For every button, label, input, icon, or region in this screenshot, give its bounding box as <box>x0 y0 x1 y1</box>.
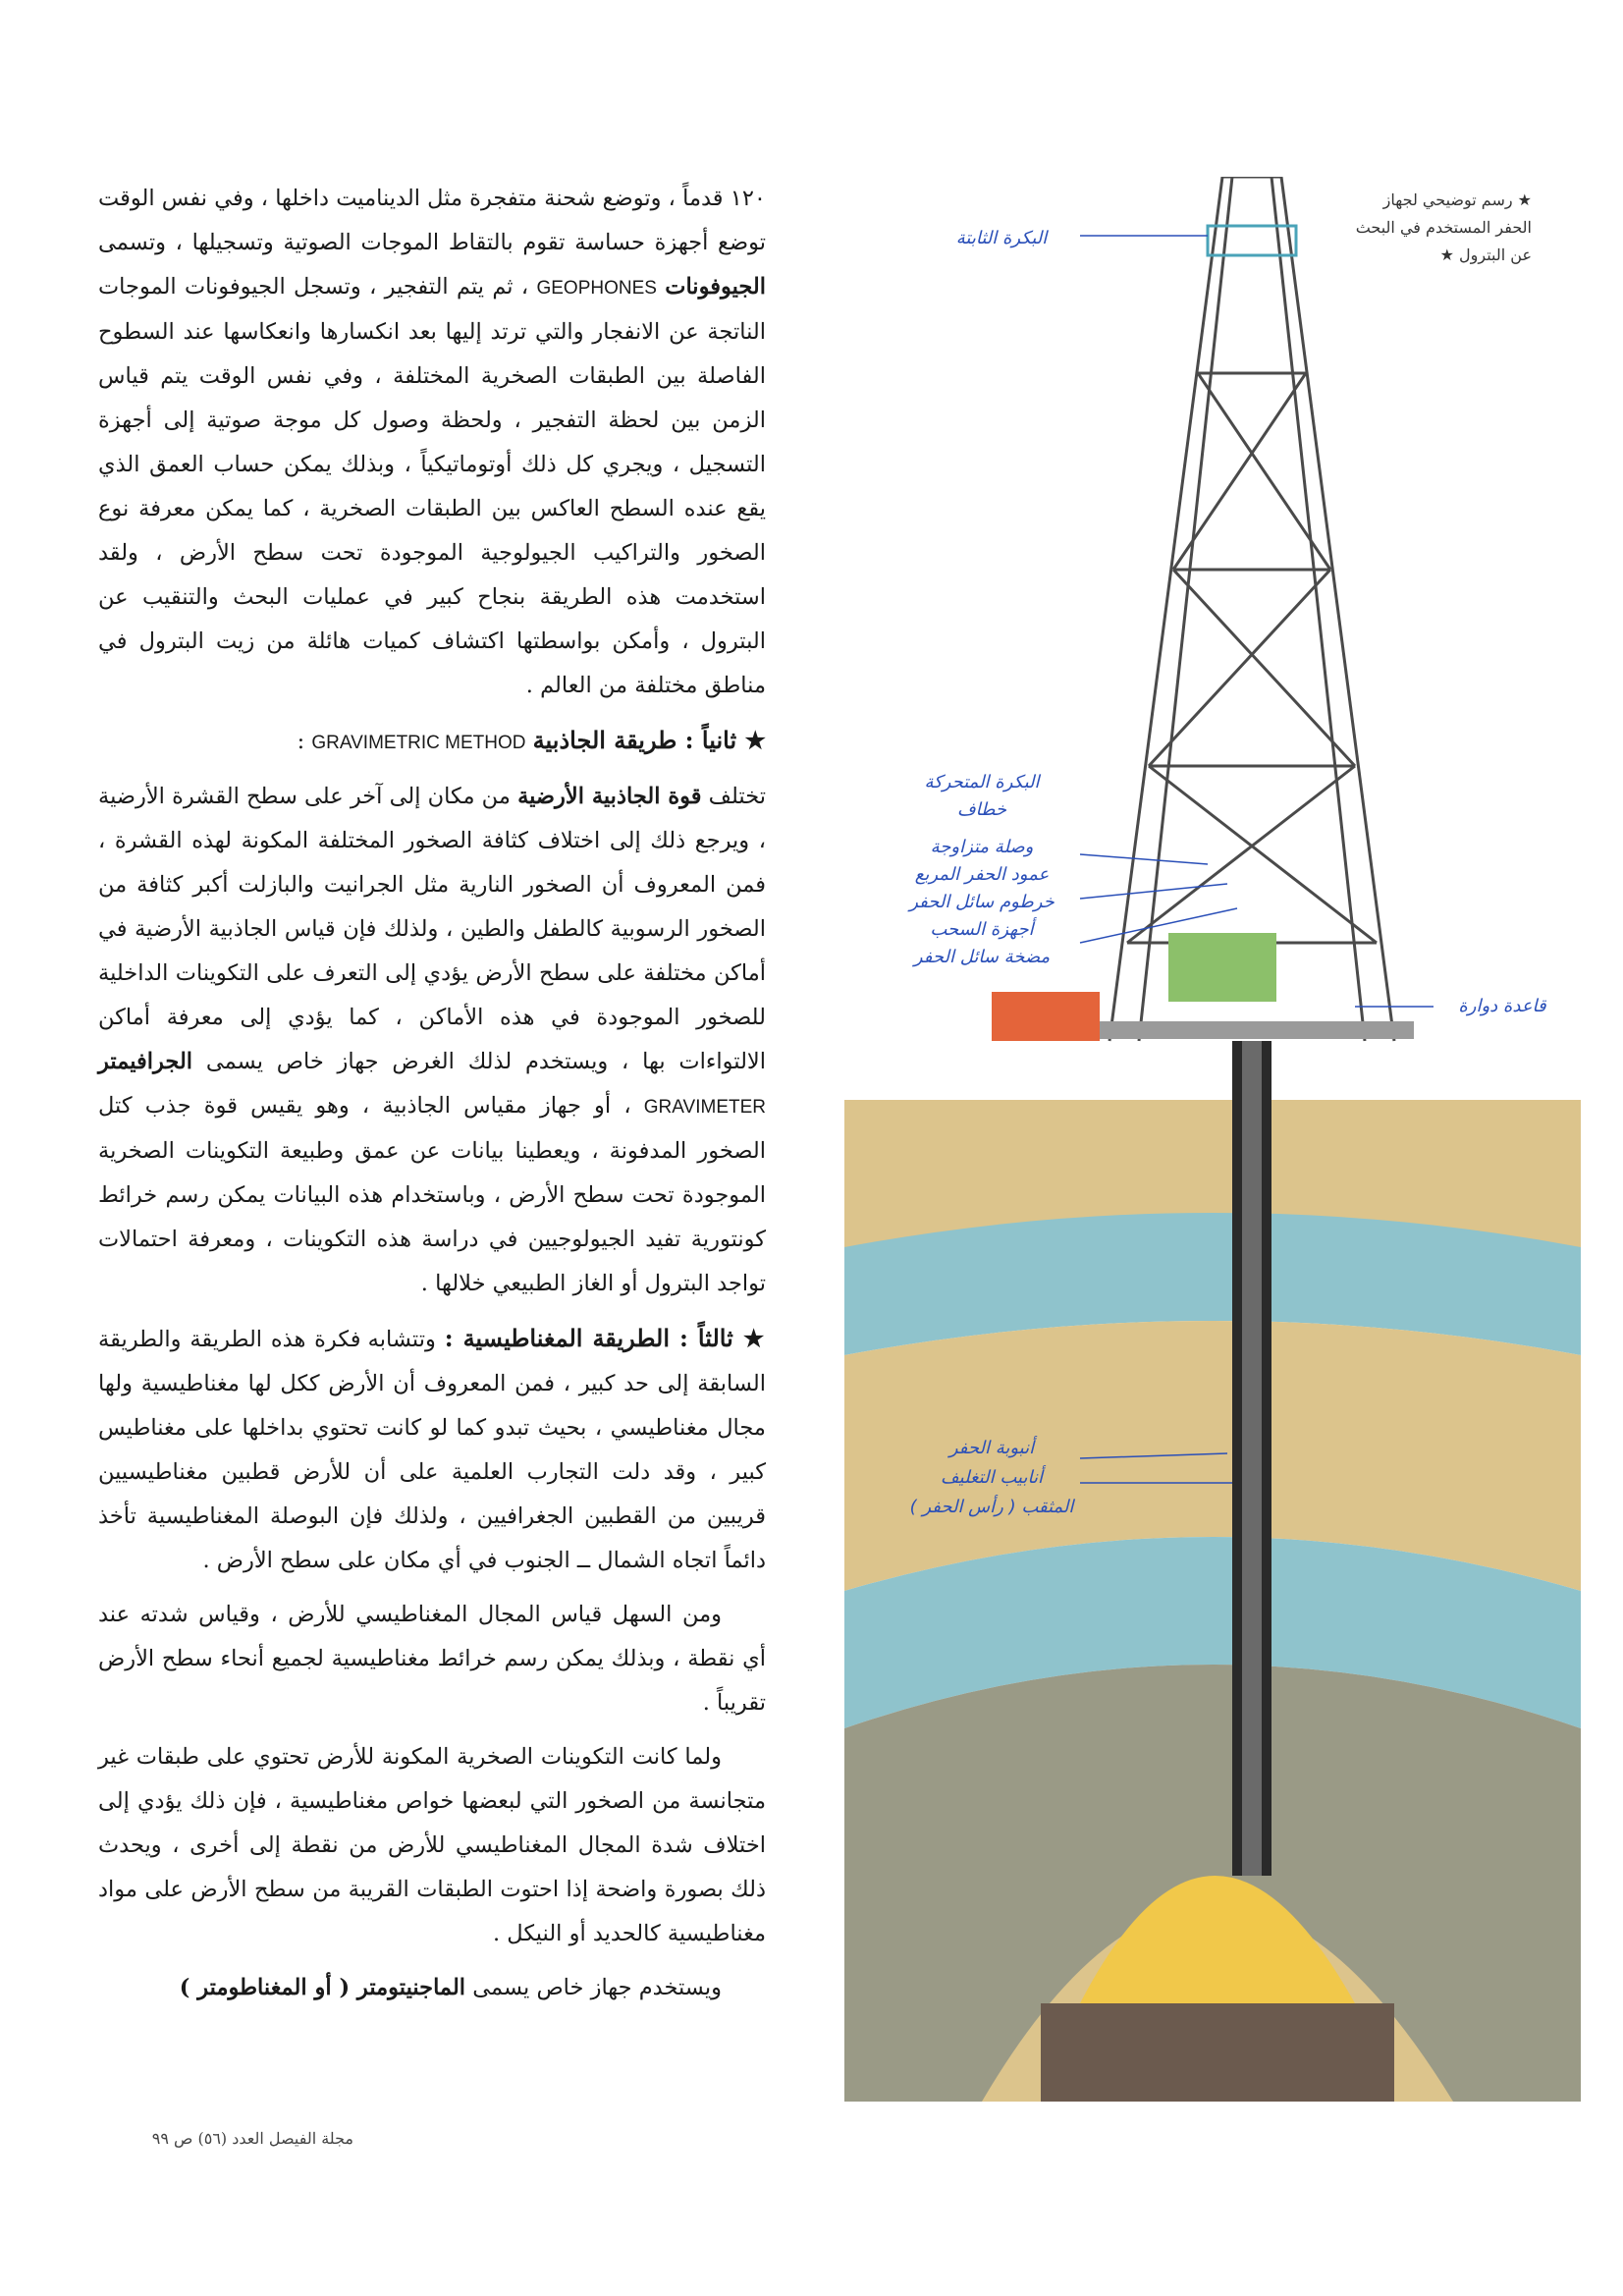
label-hook: خطاف <box>956 799 1007 820</box>
label-drill-bit: المثقب ( رأس الحفر ) <box>909 1497 1074 1517</box>
term-geophones: الجيوفونات <box>665 274 766 300</box>
paragraph-seismic: ١٢٠ قدماً ، وتوضع شحنة متفجرة مثل الديناميت داخلها ، وفي نفس الوقت توضع أجهزة حساسة تقوم بالتقاط الموجات الصوتية وتسجيلها ، وتسمى الجيوفونات GEOPHONES ، ثم يتم التفجير ، وتسجل الجيوفونات الموجات الناتجة عن الانفجار والتي ترتد إليها بعد انكسارها وانعكاسها عند السطوح الفاصلة بين الطبقات الصخرية المختلفة ، وفي نفس الوقت يتم قياس الزمن بين لحظة التفجير ، ولحظة وصول كل موجة صوتية إلى أجهزة التسجيل ، ويجري كل ذلك أوتوماتيكياً ، وبذلك يمكن حساب العمق الذي يقع عنده السطح العاكس بين الطبقات الصخرية ، كما يمكن معرفة نوع الصخور والتراكيب الجيولوجية الموجودة تحت سطح الأرض ، ولقد استخدمت هذه الطريقة بنجاح كبير في عمليات البحث والتنقيب عن البترول ، وأمكن بواسطتها اكتشاف كميات هائلة من زيت البترول في مناطق مختلفة من العالم . <box>98 186 766 698</box>
derrick-tower <box>1109 177 1394 1041</box>
mud-pump-box <box>1168 933 1276 1002</box>
heading-magnetic: ★ ثالثاً : الطريقة المغناطيسية : <box>444 1324 766 1352</box>
paragraph-gravimetric: تختلف قوة الجاذبية الأرضية من مكان إلى آخر على سطح القشرة الأرضية ، ويرجع ذلك إلى اختلاف كثافة الصخور المختلفة المكونة لهذه القشرة ، فمن المعروف أن الصخور النارية مثل الجرانيت والبازلت أكبر كثافة من الصخور الرسوبية كالطفل والطين ، ولذلك فإن قياس الجاذبية الأرضية في أماكن مختلفة على سطح الأرض يؤدي إلى التعرف على التكوينات الداخلية للصخور الموجودة في هذه الأماكن ، كما يؤدي إلى معرفة أماكن الالتواءات بها ، ويستخدم لذلك الغرض جهاز خاص يسمى الجرافيمتر GRAVIMETER ، أو جهاز مقياس الجاذبية ، وهو يقيس قوة جذب كتل الصخور المدفونة ، ويعطينا بيانات عن عمق وطبيعة التكوينات الصخرية الموجودة تحت سطح الأرض ، وباستخدام هذه البيانات يمكن رسم خرائط كونتورية تفيد الجيولوجيين في دراسة هذه التكوينات ، ومعرفة احتمالات تواجد البترول أو الغاز الطبيعي خلالها . <box>98 784 767 1296</box>
figure-caption: ★ رسم توضيحي لجهاز الحفر المستخدم في البحث عن البترول ★ <box>1355 191 1532 264</box>
drilling-rig-illustration <box>844 177 1591 2102</box>
platform-deck <box>1090 1021 1414 1039</box>
paragraph-magnetometer: ويستخدم جهاز خاص يسمى الماجنيتومتر ( أو المغناطومتر ) <box>179 1975 722 2000</box>
paragraph-magnetic-measure: ومن السهل قياس المجال المغناطيسي للأرض ، وقياس شدته عند أي نقطة ، وبذلك يمكن رسم خرائط مغناطيسية لجميع أنحاء سطح الأرض تقريباً . <box>98 1602 766 1716</box>
label-swivel: وصلة متزاوجة <box>930 837 1034 857</box>
label-casing: أنابيب التغليف <box>941 1467 1043 1488</box>
label-drill-pipe: أنبوبة الحفر <box>948 1438 1035 1458</box>
page-footer: مجلة الفيصل العدد (٥٦) ص ٩٩ <box>151 2129 353 2148</box>
label-traveling-block: البكرة المتحركة <box>924 772 1040 793</box>
label-kelly: عمود الحفر المربع <box>914 864 1050 885</box>
label-crown-block: البكرة الثابتة <box>955 228 1048 248</box>
article-text: ١٢٠ قدماً ، وتوضع شحنة متفجرة مثل الديناميت داخلها ، وفي نفس الوقت توضع أجهزة حساسة تقوم بالتقاط الموجات الصوتية وتسجيلها ، وتسمى الجيوفونات GEOPHONES ، ثم يتم التفجير ، وتسجل الجيوفونات الموجات الناتجة عن الانفجار والتي ترتد إليها بعد انكسارها وانعكاسها عند السطوح الفاصلة بين الطبقات الصخرية المختلفة ، وفي نفس الوقت يتم قياس الزمن بين لحظة التفجير ، ولحظة وصول كل موجة صوتية إلى أجهزة التسجيل ، ويجري كل ذلك أوتوماتيكياً ، وبذلك يمكن حساب العمق الذي يقع عنده السطح العاكس بين الطبقات الصخرية ، كما يمكن معرفة نوع الصخور والتراكيب الجيولوجية الموجودة تحت سطح الأرض ، ولقد استخدمت هذه الطريقة بنجاح كبير في عمليات البحث والتنقيب عن البترول ، وأمكن بواسطتها اكتشاف كميات هائلة من زيت البترول في مناطق مختلفة من العالم . ★ ثانياً : طريقة الجاذبية GRAVIMETRIC METHOD : تختلف قوة الجاذبية الأرضية من مكان إلى آخر على سطح القشرة الأرضية ، ويرجع ذلك إلى اختلاف كثافة الصخور المختلفة المكونة لهذه القشرة ، فمن المعروف أن الصخور النارية مثل الجرانيت والبازلت أكبر كثافة من الصخور الرسوبية كالطفل والطين ، ولذلك فإن قياس الجاذبية الأرضية في أماكن مختلفة على سطح الأرض يؤدي إلى التعرف على التكوينات الداخلية للصخور الموجودة في هذه الأماكن ، كما يؤدي إلى معرفة أماكن الالتواءات بها ، ويستخدم لذلك الغرض جهاز خاص يسمى الجرافيمتر GRAVIMETER ، أو جهاز مقياس الجاذبية ، وهو يقيس قوة جذب كتل الصخور المدفونة ، ويعطينا بيانات عن عمق وطبيعة التكوينات الصخرية الموجودة تحت سطح الأرض ، وباستخدام هذه البيانات يمكن رسم خرائط كونتورية تفيد الجيولوجيين في دراسة هذه التكوينات ، ومعرفة احتمالات تواجد البترول أو الغاز الطبيعي خلالها . ★ ثالثاً : الطريقة المغناطيسية : وتتشابه فكرة هذه الطريقة والطريقة السابقة إلى حد كبير ، فمن المعروف أن الأرض ككل لها مغناطيسية ولها مجال مغناطيسي ، بحيث تبدو كما لو كانت تحتوي بداخلها على مغناطيس كبير ، وقد دلت التجارب العلمية على أن للأرض قطبين مغناطيسيين قريبين من القطبين الجغرافيين ، ولذلك فإن البوصلة المغناطيسية تأخذ دائماً اتجاه الشمال ــ الجنوب في أي مكان على سطح الأرض . ومن السهل قياس المجال المغناطيسي للأرض ، وقياس شدته عند أي نقطة ، وبذلك يمكن رسم خرائط مغناطيسية لجميع أنحاء سطح الأرض تقريباً . ولما كانت التكوينات الصخرية المكونة للأرض تحتوي على طبقات غير متجانسة من الصخور التي لبعضها خواص مغناطيسية ، فإن ذلك يؤدي إلى اختلاف شدة المجال المغناطيسي للأرض من نقطة إلى أخرى ، ويحدث ذلك بصورة واضحة إذا احتوت الطبقات القريبة من سطح الأرض على مواد مغناطيسية كالحديد أو النيكل . ويستخدم جهاز خاص يسمى الماجنيتومتر ( أو المغناطومتر ) <box>98 177 766 2020</box>
crown-block-frame <box>1208 226 1296 255</box>
label-mud-hose: خرطوم سائل الحفر <box>909 892 1055 912</box>
rock-layers <box>844 1100 1581 2102</box>
label-rotary-table: قاعدة دوارة <box>1458 996 1546 1016</box>
term-geophones-latin: GEOPHONES <box>536 278 657 299</box>
engine-box <box>992 992 1100 1041</box>
label-mud-pump: مضخة سائل الحفر <box>913 947 1051 967</box>
label-drawworks: أجهزة السحب <box>930 919 1034 940</box>
paragraph-magnetic-variation: ولما كانت التكوينات الصخرية المكونة للأرض تحتوي على طبقات غير متجانسة من الصخور التي لبعضها خواص مغناطيسية ، فإن ذلك يؤدي إلى اختلاف شدة المجال المغناطيسي للأرض من نقطة إلى أخرى ، ويحدث ذلك بصورة واضحة إذا احتوت الطبقات القريبة من سطح الأرض على مواد مغناطيسية كالحديد أو النيكل . <box>98 1744 766 1946</box>
